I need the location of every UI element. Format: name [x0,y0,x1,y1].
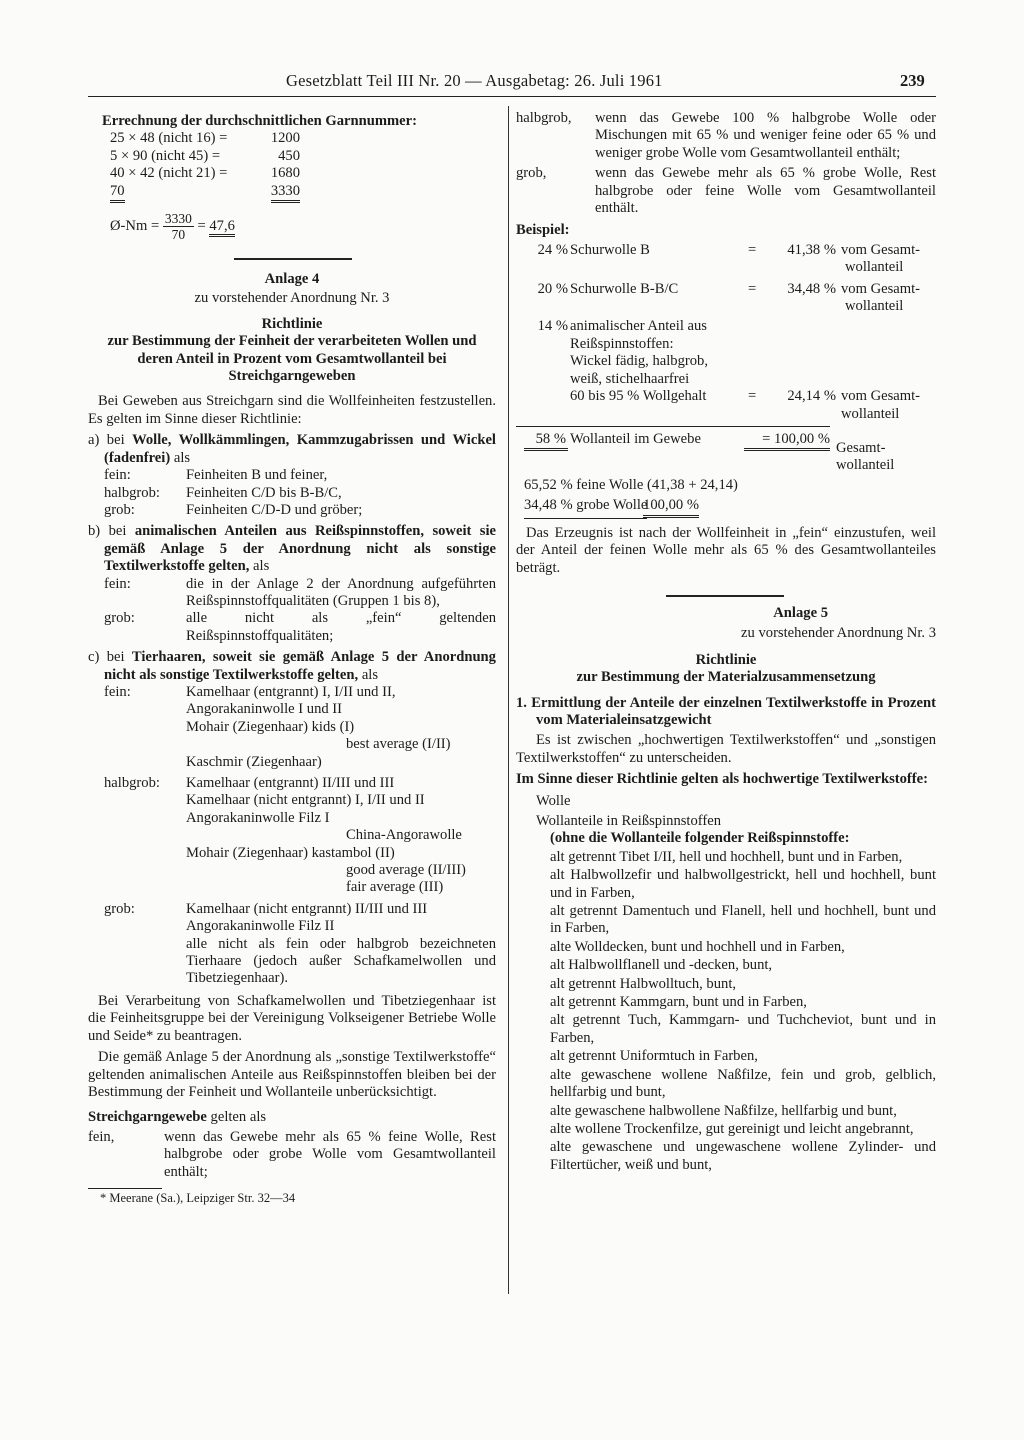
summary-grob: 34,48 % grobe Wolle [524,497,647,518]
calc-row [110,148,300,165]
definition-key: fein: [104,467,131,484]
ex3-percent: 14 % [537,318,568,335]
sum-tail-1: Gesamt- [836,440,886,456]
example-percent: 24 % [537,241,568,258]
calc-row-value: 1680 [270,165,300,182]
c-fein-group [88,684,496,771]
anlage4-title: Anlage 4 [264,271,320,288]
example-tail [841,242,920,277]
calc-row-value: 450 [278,147,300,164]
anlage5-title: Anlage 5 [773,604,828,621]
halbgrob-key: halbgrob, [516,110,572,126]
c-fein-line-2: Angorakaninwolle I und II [186,701,343,718]
item-a-list [88,467,496,519]
item-c-tail: als [361,666,379,683]
nm-numerator: 3330 [164,211,192,227]
c-halb-key: halbgrob: [104,775,160,791]
nm-fraction [163,211,194,242]
summary-total: 100,00 % [643,497,699,517]
definition-key: fein: [104,575,131,592]
grob-def [516,165,936,217]
anlage5-subtitle: zu vorstehender Anordnung Nr. 3 [741,625,936,642]
right-column [516,110,936,1174]
definition-value: Feinheiten B und feiner, [186,467,328,484]
c-fein-line-3: Mohair (Ziegenhaar) kids (I) [186,718,355,735]
definition-row [104,610,496,645]
left-column [88,113,496,1207]
c-halb-line-5: Mohair (Ziegenhaar) kastambol (II) [186,844,395,861]
example-row [516,242,936,277]
feinheit-summary [516,477,936,519]
section-rule-2 [666,595,784,597]
calc-title: Errechnung der durchschnittlichen Garnnummer: [102,113,417,129]
halbgrob-text: wenn das Gewebe 100 % halbgrobe Wolle oder Mischungen mit 65 % und weniger feine oder 65 % und weniger grobe Wolle vom Gesamtwollanteil enthält; [595,110,936,161]
ex3-value: 24,14 % [787,388,836,405]
calc-total-row [102,183,300,203]
sum-tail-2: wollanteil [836,457,895,474]
reissspinnstoff-item: alt Halbwollflanell und -decken, bunt, [550,957,773,974]
example-tail-1: vom Gesamt- [841,241,921,258]
calc-row-expr: 25 × 48 (nicht 16) = [110,130,228,147]
reissspinnstoff-item: alte gewaschene und ungewaschene wollene Zylinder- und Filtertücher, weiß und bunt, [550,1139,936,1173]
nm-label: Ø-Nm = [110,217,160,234]
example-value: 41,38 % [787,241,836,258]
c-halb-line-7: fair average (III) [346,879,444,896]
ex3-eq: = [748,388,757,405]
definition-key: halbgrob: [104,484,160,501]
c-fein-values [186,684,496,771]
c-grob-group [88,901,496,988]
sum-name: Wollanteil im Gewebe [570,430,701,447]
r5-title: Richtlinie [695,651,757,668]
definition-value: Feinheiten C/D-D und gröber; [186,501,363,518]
c-fein-key: fein: [104,683,131,700]
calc-total-right: 3330 [271,183,300,203]
beispiel-heading: Beispiel: [516,222,570,239]
example-row [516,281,936,316]
reissspinnstoff-item: alte gewaschene wollene Naßfilze, fein und grob, gelblich, hellfarbig und bunt, [550,1066,936,1101]
reissspinnstoff-list [516,849,936,1174]
nm-result: 47,6 [209,218,235,237]
sum-percent: 58 % [524,431,568,451]
ohne-label: (ohne die Wollanteile folgender Reißspinnstoffe: [550,830,850,847]
calc-total-left: 70 [110,183,125,203]
reissspinnstoff-item: alt getrennt Kammgarn, bunt und in Farben, [550,994,807,1011]
streichgarn-heading [88,1109,496,1126]
definition-key: grob: [104,501,135,518]
wolle-label: Wolle [536,792,571,809]
halbgrob-def [516,110,936,162]
definition-row [104,485,496,502]
example-name: Schurwolle B-B/C [570,280,679,297]
header-rule [88,96,936,97]
calc-row [110,165,300,182]
streichgarn-head: Streichgarngewebe [88,1109,207,1126]
definition-row [104,467,496,484]
example-eq: = [748,280,757,297]
ex3-line-5: 60 bis 95 % Wollgehalt [570,388,707,405]
item-a-label: a) bei [88,432,125,449]
item-b-head: animalischen Anteilen aus Reißspinnstoffen, soweit sie gemäß Anlage 5 der Anordnung nicht als sonstige Textilwerkstoffe gelten, [104,523,496,575]
item-a-head: Wolle, Wollkämmlingen, Kammzugabrissen und Wickel (fadenfrei) [104,432,496,466]
paragraph-sonstige: Die gemäß Anlage 5 der Anordnung als „sonstige Textilwerkstoffe“ geltenden animalischen Anteile aus Reißspinnstoffen bleiben bei der Bestimmung der Feinheit und Wollanteile unberücksichtigt. [88,1049,496,1100]
c-grob-line-1: Kamelhaar (nicht entgrannt) II/III und III [186,900,428,917]
c-halb-line-2: Kamelhaar (nicht entgrannt) I, I/II und II [186,792,425,809]
c-fein-line-1: Kamelhaar (entgrannt) I, I/II und II, [186,683,396,700]
c-fein-line-4: best average (I/II) [346,736,451,753]
column-divider [508,106,509,1294]
nm-denominator: 70 [171,227,186,243]
calc-row-value: 1200 [270,130,300,147]
example-tail-1: vom Gesamt- [841,280,921,297]
reissspinnstoff-item: alt getrennt Damentuch und Flanell, hell und hochhell, bunt und in Farben, [550,903,936,937]
item-a-heading [88,432,496,467]
ex3-value-block [748,388,936,422]
example-value: 34,48 % [787,280,836,297]
definition-row [104,576,496,611]
example-tail-2: wollanteil [845,259,904,276]
sum-value: = 100,00 % [744,431,830,451]
reissspinnstoff-item: alt getrennt Tuch, Kammgarn- und Tuchcheviot, bunt und in Farben, [550,1012,936,1046]
sum-tail [836,440,894,475]
footnote-rule [88,1188,162,1189]
item-c-label: c) bei [88,649,125,666]
c-halb-values [186,775,496,897]
item-b-list [88,576,496,646]
ex3-desc [570,318,748,405]
item-b-label: b) bei [88,523,127,540]
c-grob-key: grob: [104,900,135,917]
ex3-tail-2: wollanteil [841,405,900,422]
reissspinnstoff-item: alte wollene Trockenfilze, gut gereinigt und leicht angebrannt, [550,1120,914,1137]
example-tail-2: wollanteil [845,298,904,315]
c-halb-line-1: Kamelhaar (entgrannt) II/III und III [186,775,395,791]
calc-row-expr: 40 × 42 (nicht 21) = [110,165,228,182]
c-halb-group [88,775,496,897]
c-halb-line-3: Angorakaninwolle Filz I [186,809,330,826]
definition-row [104,502,496,519]
page-number: 239 [900,71,925,90]
streichgarn-tail: gelten als [210,1109,267,1126]
anlage4-subtitle: zu vorstehender Anordnung Nr. 3 [194,290,390,307]
summary-fein: 65,52 % feine Wolle (41,38 + 24,14) [524,476,738,493]
ex3-line-1: animalischer Anteil aus [570,318,707,335]
ex3-line-4: weiß, stichelhaarfrei [570,370,690,387]
definition-value: Feinheiten C/D bis B-B/C, [186,484,342,501]
calc-row-expr: 5 × 90 (nicht 45) = [110,147,221,164]
example-percent: 20 % [537,280,568,297]
reissspinnstoff-item: alt Halbwollzefir und halbwollgestrickt, hell und hochhell, bunt und in Farben, [550,867,936,901]
definition-value: die in der Anlage 2 der Anordnung aufgeführten Reißspinnstoffqualitäten (Gruppen 1 bis 8), [186,575,496,609]
c-halb-line-4: China-Angorawolle [346,827,462,844]
streichgarn-fein-key: fein, [88,1128,115,1145]
conclusion-paragraph: Das Erzeugnis ist nach der Wollfeinheit in „fein“ einzustufen, weil der Anteil der feinen Wolle mehr als 65 % des Gesamtwollanteiles beträgt. [516,524,936,576]
nm-formula [102,211,496,242]
calc-rows [102,130,300,182]
paragraph-schafkamel: Bei Verarbeitung von Schafkamelwollen und Tibetziegenhaar ist die Feinheitsgruppe bei der Vereinigung Volkseigener Betriebe Wolle und Seide* zu beantragen. [88,992,496,1044]
example-rows [516,242,936,316]
definition-key: grob: [104,610,135,627]
reissspinnstoff-item: alt getrennt Tibet I/II, hell und hochhell, bunt und in Farben, [550,848,903,865]
example-row-3 [516,318,936,422]
item-b-tail: als [253,558,270,575]
item-b-heading [88,523,496,575]
grob-key: grob, [516,165,547,182]
reissspinnstoff-item: alt getrennt Halbwolltuch, bunt, [550,975,737,992]
section-1-text: Es ist zwischen „hochwertigen Textilwerkstoffen“ und „sonstigen Textilwerkstoffen“ zu unterscheiden. [516,732,936,766]
richtlinie-title: Richtlinie [261,315,323,332]
example-eq: = [748,241,757,258]
ex3-line-3: Wickel fädig, halbgrob, [570,353,709,370]
intro-paragraph: Bei Geweben aus Streichgarn sind die Wollfeinheiten festzustellen. Es gelten im Sinne dieser Richtlinie: [88,393,496,427]
c-fein-line-5: Kaschmir (Ziegenhaar) [186,753,322,770]
streichgarn-fein [88,1129,496,1181]
ex3-line-2: Reißspinnstoffen: [570,335,674,352]
section-1-heading: 1. Ermittlung der Anteile der einzelnen Textilwerkstoffe in Prozent vom Materialeinsatzgewicht [516,694,936,728]
calc-row [110,130,300,147]
grob-text: wenn das Gewebe mehr als 65 % grobe Wolle, Rest halbgrobe oder feine Wolle vom Gesamtwollanteil enthält. [595,165,936,217]
example-tail [841,281,920,316]
definition-value: alle nicht als „fein“ geltenden Reißspinnstoffqualitäten; [186,610,496,644]
r5-subtitle: zur Bestimmung der Materialzusammensetzung [576,669,876,686]
c-grob-line-3: alle nicht als fein oder halbgrob bezeichneten Tierhaare (jedoch außer Schafkamelwollen und Tibetziegenhaar). [186,935,496,987]
running-header: Gesetzblatt Teil III Nr. 20 — Ausgabetag: 26. Juli 1961 [286,71,663,90]
wollanteile-label: Wollanteile in Reißspinnstoffen [536,813,722,829]
reissspinnstoff-item: alte Wolldecken, bunt und hochhell und in Farben, [550,938,845,955]
section-rule [234,258,352,260]
hochwertig-heading: Im Sinne dieser Richtlinie gelten als hochwertige Textilwerkstoffe: [516,771,928,788]
streichgarn-fein-text: wenn das Gewebe mehr als 65 % feine Wolle, Rest halbgrobe oder grobe Wolle vom Gesamtwollanteil enthält; [164,1128,496,1180]
item-c-head: Tierhaaren, soweit sie gemäß Anlage 5 der Anordnung nicht als sonstige Textilwerkstoffe gelten, [104,649,496,683]
c-grob-line-2: Angorakaninwolle Filz II [186,918,335,935]
reissspinnstoff-item: alte gewaschene halbwollene Naßfilze, hellfarbig und bunt, [550,1102,897,1119]
reissspinnstoff-item: alt getrennt Uniformtuch in Farben, [550,1048,758,1065]
example-sum-row [516,426,830,451]
c-grob-values [186,901,496,988]
calculation-block [88,113,496,242]
item-a-tail: als [173,449,191,466]
richtlinie-subtitle: zur Bestimmung der Feinheit der verarbeiteten Wollen und deren Anteil in Prozent vom Gesamtwollanteil bei Streichgarngeweben [107,333,477,385]
ex3-tail-1: vom Gesamt- [841,388,921,405]
item-c-heading [88,649,496,684]
footnote: * Meerane (Sa.), Leipziger Str. 32—34 [100,1190,296,1205]
ex3-tail [841,388,921,422]
nm-equals: = [197,217,206,234]
c-halb-line-6: good average (II/III) [346,862,466,879]
example-name: Schurwolle B [570,241,650,258]
